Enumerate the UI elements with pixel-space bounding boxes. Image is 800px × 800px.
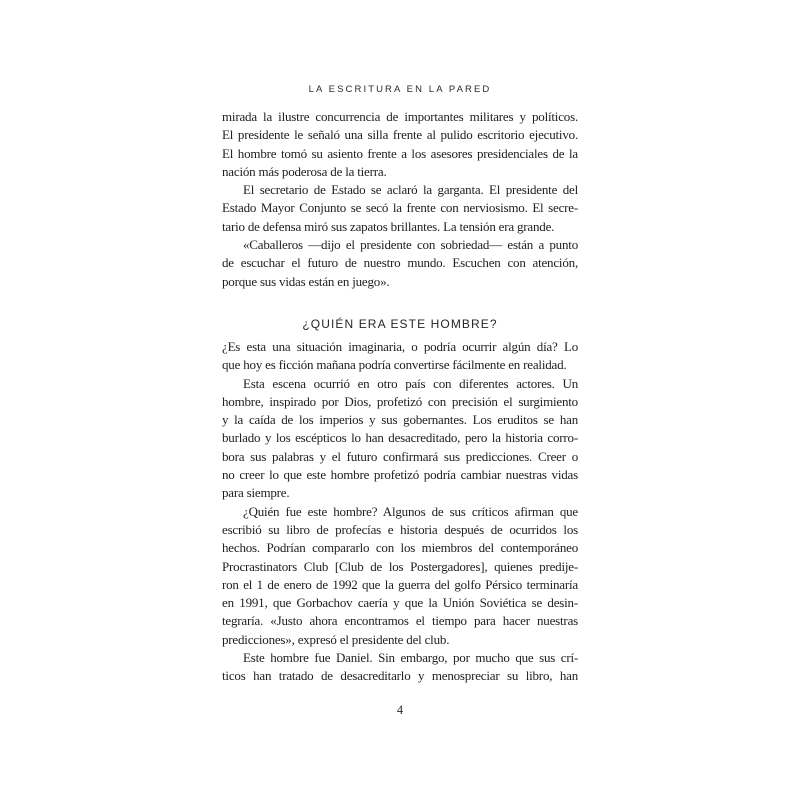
body-line: burlado y los escépticos lo han desacreditado, pero la historia corro-: [222, 430, 578, 446]
body-text-column: [222, 108, 578, 686]
body-line: ¿Es esta una situación imaginaria, o podría ocurrir algún día? Lo: [222, 338, 578, 354]
body-paragraph: [222, 181, 578, 236]
body-line: Procrastinators Club [Club de los Postergadores], quienes predije-: [222, 558, 578, 574]
body-line: que hoy es ficción mañana podría convertirse fácilmente en realidad.: [222, 357, 567, 373]
body-line: ¿Quién fue este hombre? Algunos de sus críticos afirman que: [243, 503, 578, 519]
body-line: de escuchar el futuro de nuestro mundo. Escuchen con atención,: [222, 255, 578, 271]
body-line: Estado Mayor Conjunto se secó la frente con nerviosismo. El secre-: [222, 200, 578, 216]
body-line: escribió su libro de profecías e historia después de ocurridos los: [222, 521, 578, 537]
body-line: predicciones», expresó el presidente del club.: [222, 631, 450, 647]
body-line: hombre, inspirado por Dios, profetizó con precisión el surgimiento: [222, 393, 578, 409]
body-paragraph: [222, 503, 578, 649]
body-line: no creer lo que este hombre profetizó podría cambiar nuestras vidas: [222, 467, 578, 483]
body-line: tario de defensa miró sus zapatos brillantes. La tensión era grande.: [222, 218, 555, 234]
body-paragraph: [222, 108, 578, 181]
body-line: El hombre tomó su asiento frente a los asesores presidenciales de la: [222, 145, 578, 161]
body-line: ron el 1 de enero de 1992 que la guerra del golfo Pérsico terminaría: [222, 576, 578, 592]
body-line: y la caída de los imperios y sus gobernantes. Los eruditos se han: [222, 412, 578, 428]
body-line: El presidente le señaló una silla frente al pulido escritorio ejecutivo.: [222, 127, 578, 143]
body-line: hechos. Podrían compararlo con los miembros del contemporáneo: [222, 540, 578, 556]
body-line: tegraría. «Justo ahora encontramos el tiempo para hacer nuestras: [222, 613, 578, 629]
section-heading: ¿QUIÉN ERA ESTE HOMBRE?: [302, 316, 498, 331]
body-line: «Caballeros —dijo el presidente con sobriedad— están a punto: [243, 237, 578, 253]
body-paragraph: [222, 338, 578, 375]
body-line: Este hombre fue Daniel. Sin embargo, por mucho que sus crí-: [243, 650, 578, 666]
body-line: nación más poderosa de la tierra.: [222, 163, 387, 179]
body-line: en 1991, que Gorbachov caería y que la Unión Soviética se desin-: [222, 595, 578, 611]
body-line: ticos han tratado de desacreditarlo y menospreciar su libro, han: [222, 668, 578, 684]
body-paragraph: [222, 649, 578, 686]
body-line: para siempre.: [222, 485, 290, 501]
body-line: bora sus palabras y el futuro confirmará sus predicciones. Creer o: [222, 448, 578, 464]
running-head: LA ESCRITURA EN LA PARED: [308, 84, 492, 95]
page-number: 4: [396, 703, 404, 717]
body-paragraph: [222, 375, 578, 503]
body-line: El secretario de Estado se aclaró la garganta. El presidente del: [243, 182, 578, 198]
body-line: Esta escena ocurrió en otro país con diferentes actores. Un: [243, 375, 578, 391]
body-paragraph: [222, 236, 578, 291]
body-line: mirada la ilustre concurrencia de importantes militares y políticos.: [222, 109, 578, 124]
body-line: porque sus vidas están en juego».: [222, 273, 390, 289]
